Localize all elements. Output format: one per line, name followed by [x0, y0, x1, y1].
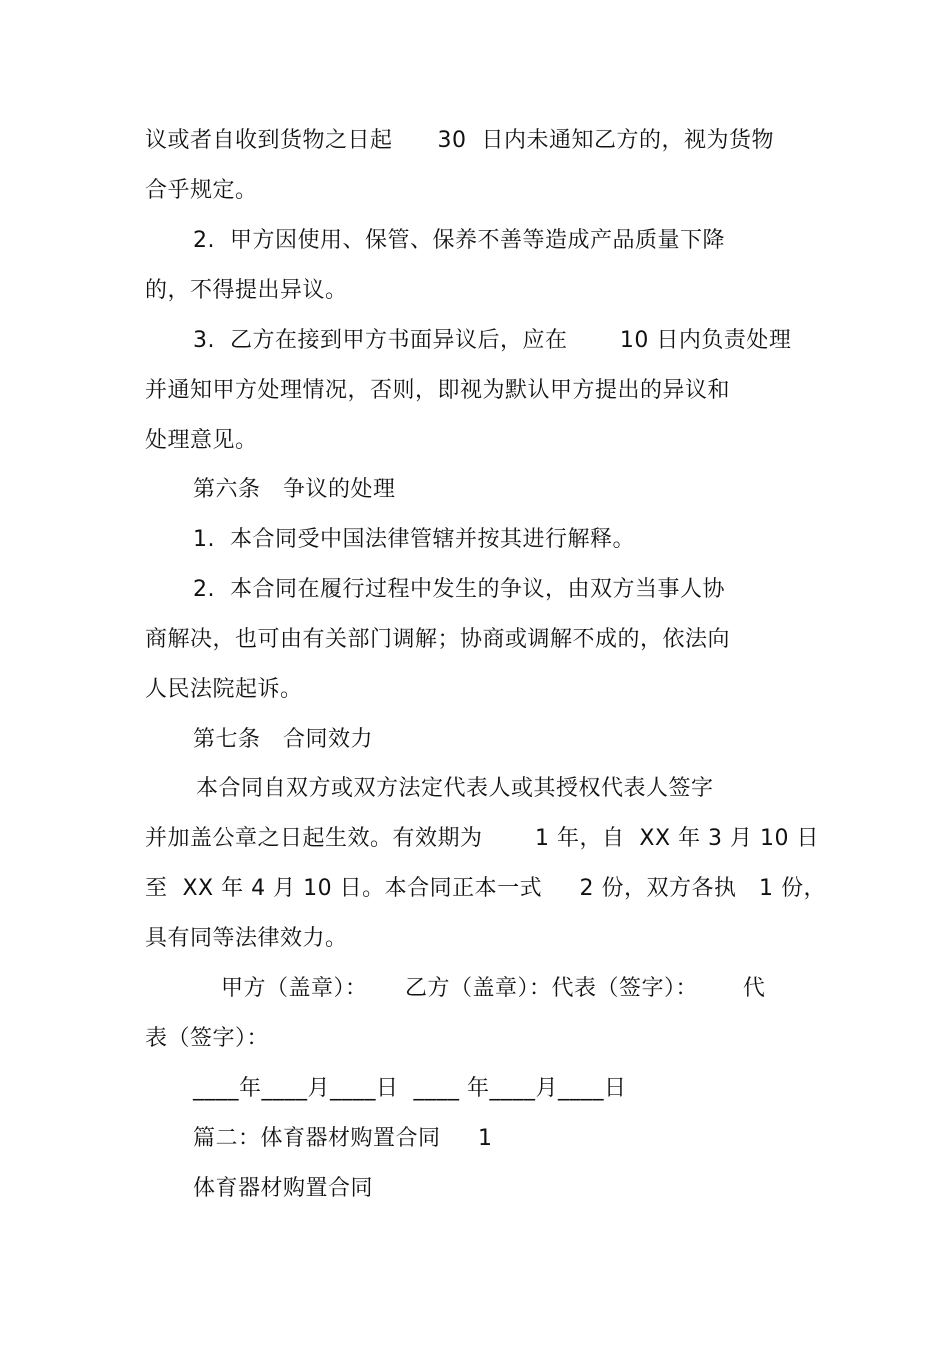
- section-heading-article-7: 第七条 合同效力: [193, 727, 373, 752]
- text-line: 2. 甲方因使用、保管、保养不善等造成产品质量下降: [193, 228, 725, 253]
- text-line: 本合同自双方或双方法定代表人或其授权代表人签字: [196, 776, 714, 801]
- section-heading-article-6: 第六条 争议的处理: [193, 477, 396, 502]
- text-line: 合乎规定。: [145, 178, 258, 203]
- signature-line: 表（签字）：: [145, 1026, 270, 1051]
- text-line: 人民法院起诉。: [145, 677, 303, 702]
- text-line: 并通知甲方处理情况，否则，即视为默认甲方提出的异议和: [145, 378, 731, 403]
- text-line: 并加盖公章之日起生效。有效期为 1 年，自 XX 年 3 月 10 日: [145, 826, 820, 851]
- chapter-heading: 篇二：体育器材购置合同 1: [193, 1126, 493, 1151]
- text-line: 处理意见。: [145, 428, 258, 453]
- signature-line: 甲方（盖章）： 乙方（盖章）：代表（签字）： 代: [221, 976, 766, 1001]
- text-line: 至 XX 年 4 月 10 日。本合同正本一式 2 份，双方各执 1 份，: [145, 876, 827, 901]
- text-line: 1. 本合同受中国法律管辖并按其进行解释。: [193, 527, 635, 552]
- text-line: 2. 本合同在履行过程中发生的争议，由双方当事人协: [193, 577, 725, 602]
- contract-title: 体育器材购置合同: [193, 1176, 374, 1201]
- text-line: 具有同等法律效力。: [145, 926, 348, 951]
- text-line: 议或者自收到货物之日起 30 日内未通知乙方的，视为货物: [145, 128, 774, 153]
- text-line: 3. 乙方在接到甲方书面异议后，应在 10 日内负责处理: [193, 328, 792, 353]
- text-line: 的，不得提出异议。: [145, 278, 348, 303]
- text-line: 商解决，也可由有关部门调解；协商或调解不成的，依法向: [145, 627, 731, 652]
- date-blank-line: ____年____月____日 ____ 年____月____日: [193, 1076, 627, 1101]
